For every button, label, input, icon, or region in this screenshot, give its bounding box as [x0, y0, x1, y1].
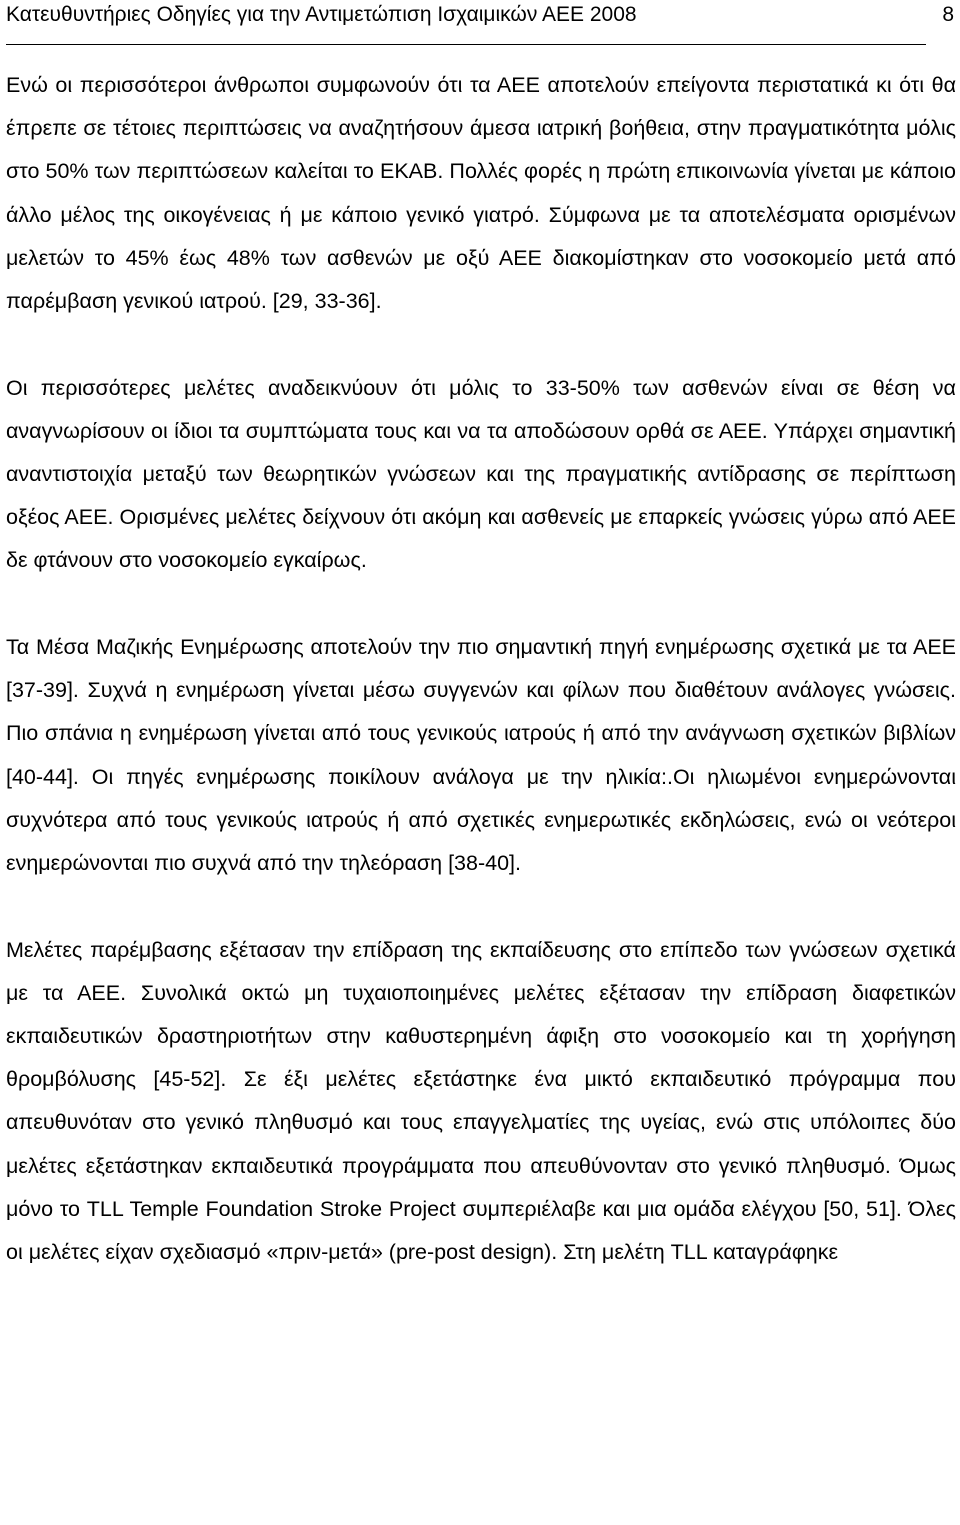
paragraph-3: Τα Μέσα Μαζικής Ενημέρωσης αποτελούν την πιο σημαντική πηγή ενημέρωσης σχετικά με τα ΑΕΕ [37-39]. Συχνά η ενημέρωση γίνεται μέσω συγγενών και φίλων που διαθέτουν ανάλογες γνώσεις. Πιο σπάνια η ενημέρωση γίνεται από τους γενικούς ιατρούς ή από την ανάγνωση σχετικών βιβλίων [40-44]. Οι πηγές ενημέρωσης ποικίλουν ανάλογα με την ηλικία:.Οι ηλιωμένοι ενημερώνονται συχνότερα από τους γενικούς ιατρούς ή από σχετικές ενημερωτικές εκδηλώσεις, ενώ οι νεότεροι ενημερώνονται πιο συχνά από την τηλεόραση [38-40].: [6, 635, 956, 876]
paragraph-1: Ενώ οι περισσότεροι άνθρωποι συμφωνούν ότι τα ΑΕΕ αποτελούν επείγοντα περιστατικά κι ότι θα έπρεπε σε τέτοιες περιπτώσεις να αναζητήσουν άμεσα ιατρική βοήθεια, στην πραγματικότητα μόλις στο 50% των περιπτώσεων καλείται το ΕΚΑΒ. Πολλές φορές η πρώτη επικοινωνία γίνεται με κάποιο άλλο μέλος της οικογένειας ή με κάποιο γενικό γιατρό. Σύμφωνα με τα αποτελέσματα ορισμένων μελετών το 45% έως 48% των ασθενών με οξύ ΑΕΕ διακομίστηκαν στο νοσοκομείο μετά από παρέμβαση γενικού ιατρού. [29, 33-36].: [6, 73, 956, 314]
document-title: Κατευθυντήριες Οδηγίες για την Αντιμετώπιση Ισχαιμικών ΑΕΕ 2008: [6, 3, 637, 26]
page-number: 8: [942, 3, 954, 26]
header-divider: [6, 44, 926, 45]
page-header: [6, 0, 960, 34]
document-body: [6, 64, 956, 1274]
paragraph-2: Οι περισσότερες μελέτες αναδεικνύουν ότι μόλις το 33-50% των ασθενών είναι σε θέση να αναγνωρίσουν οι ίδιοι τα συμπτώματα τους και να τα αποδώσουν ορθά σε ΑΕΕ. Υπάρχει σημαντική αναντιστοιχία μεταξύ των θεωρητικών γνώσεων και της πραγματικής αντίδρασης σε περίπτωση οξέος ΑΕΕ. Ορισμένες μελέτες δείχνουν ότι ακόμη και ασθενείς με επαρκείς γνώσεις γύρω από ΑΕΕ δε φτάνουν στο νοσοκομείο εγκαίρως.: [6, 375, 956, 573]
paragraph-4: Μελέτες παρέμβασης εξέτασαν την επίδραση της εκπαίδευσης στο επίπεδο των γνώσεων σχετικά με τα ΑΕΕ. Συνολικά οκτώ μη τυχαιοποιημένες μελέτες εξέτασαν την επίδραση διαφετικών εκπαιδευτικών δραστηριοτήτων στην καθυστερημένη άφιξη στο νοσοκομείο και τη χορήγηση θρομβόλυσης [45-52]. Σε έξι μελέτες εξετάστηκε ένα μικτό εκπαιδευτικό πρόγραμμα που απευθυνόταν στο γενικό πληθυσμό και τους επαγγελματίες της υγείας, ενώ στις υπόλοιπες δύο μελέτες εξετάστηκαν εκπαιδευτικά προγράμματα που απευθύνονταν στο γενικό πληθυσμό. Όμως μόνο το TLL Temple Foundation Stroke Project συμπεριέλαβε και μια ομάδα ελέγχου [50, 51]. Όλες οι μελέτες είχαν σχεδιασμό «πριν-μετά» (pre-post design). Στη μελέτη TLL καταγράφηκε: [6, 937, 956, 1265]
